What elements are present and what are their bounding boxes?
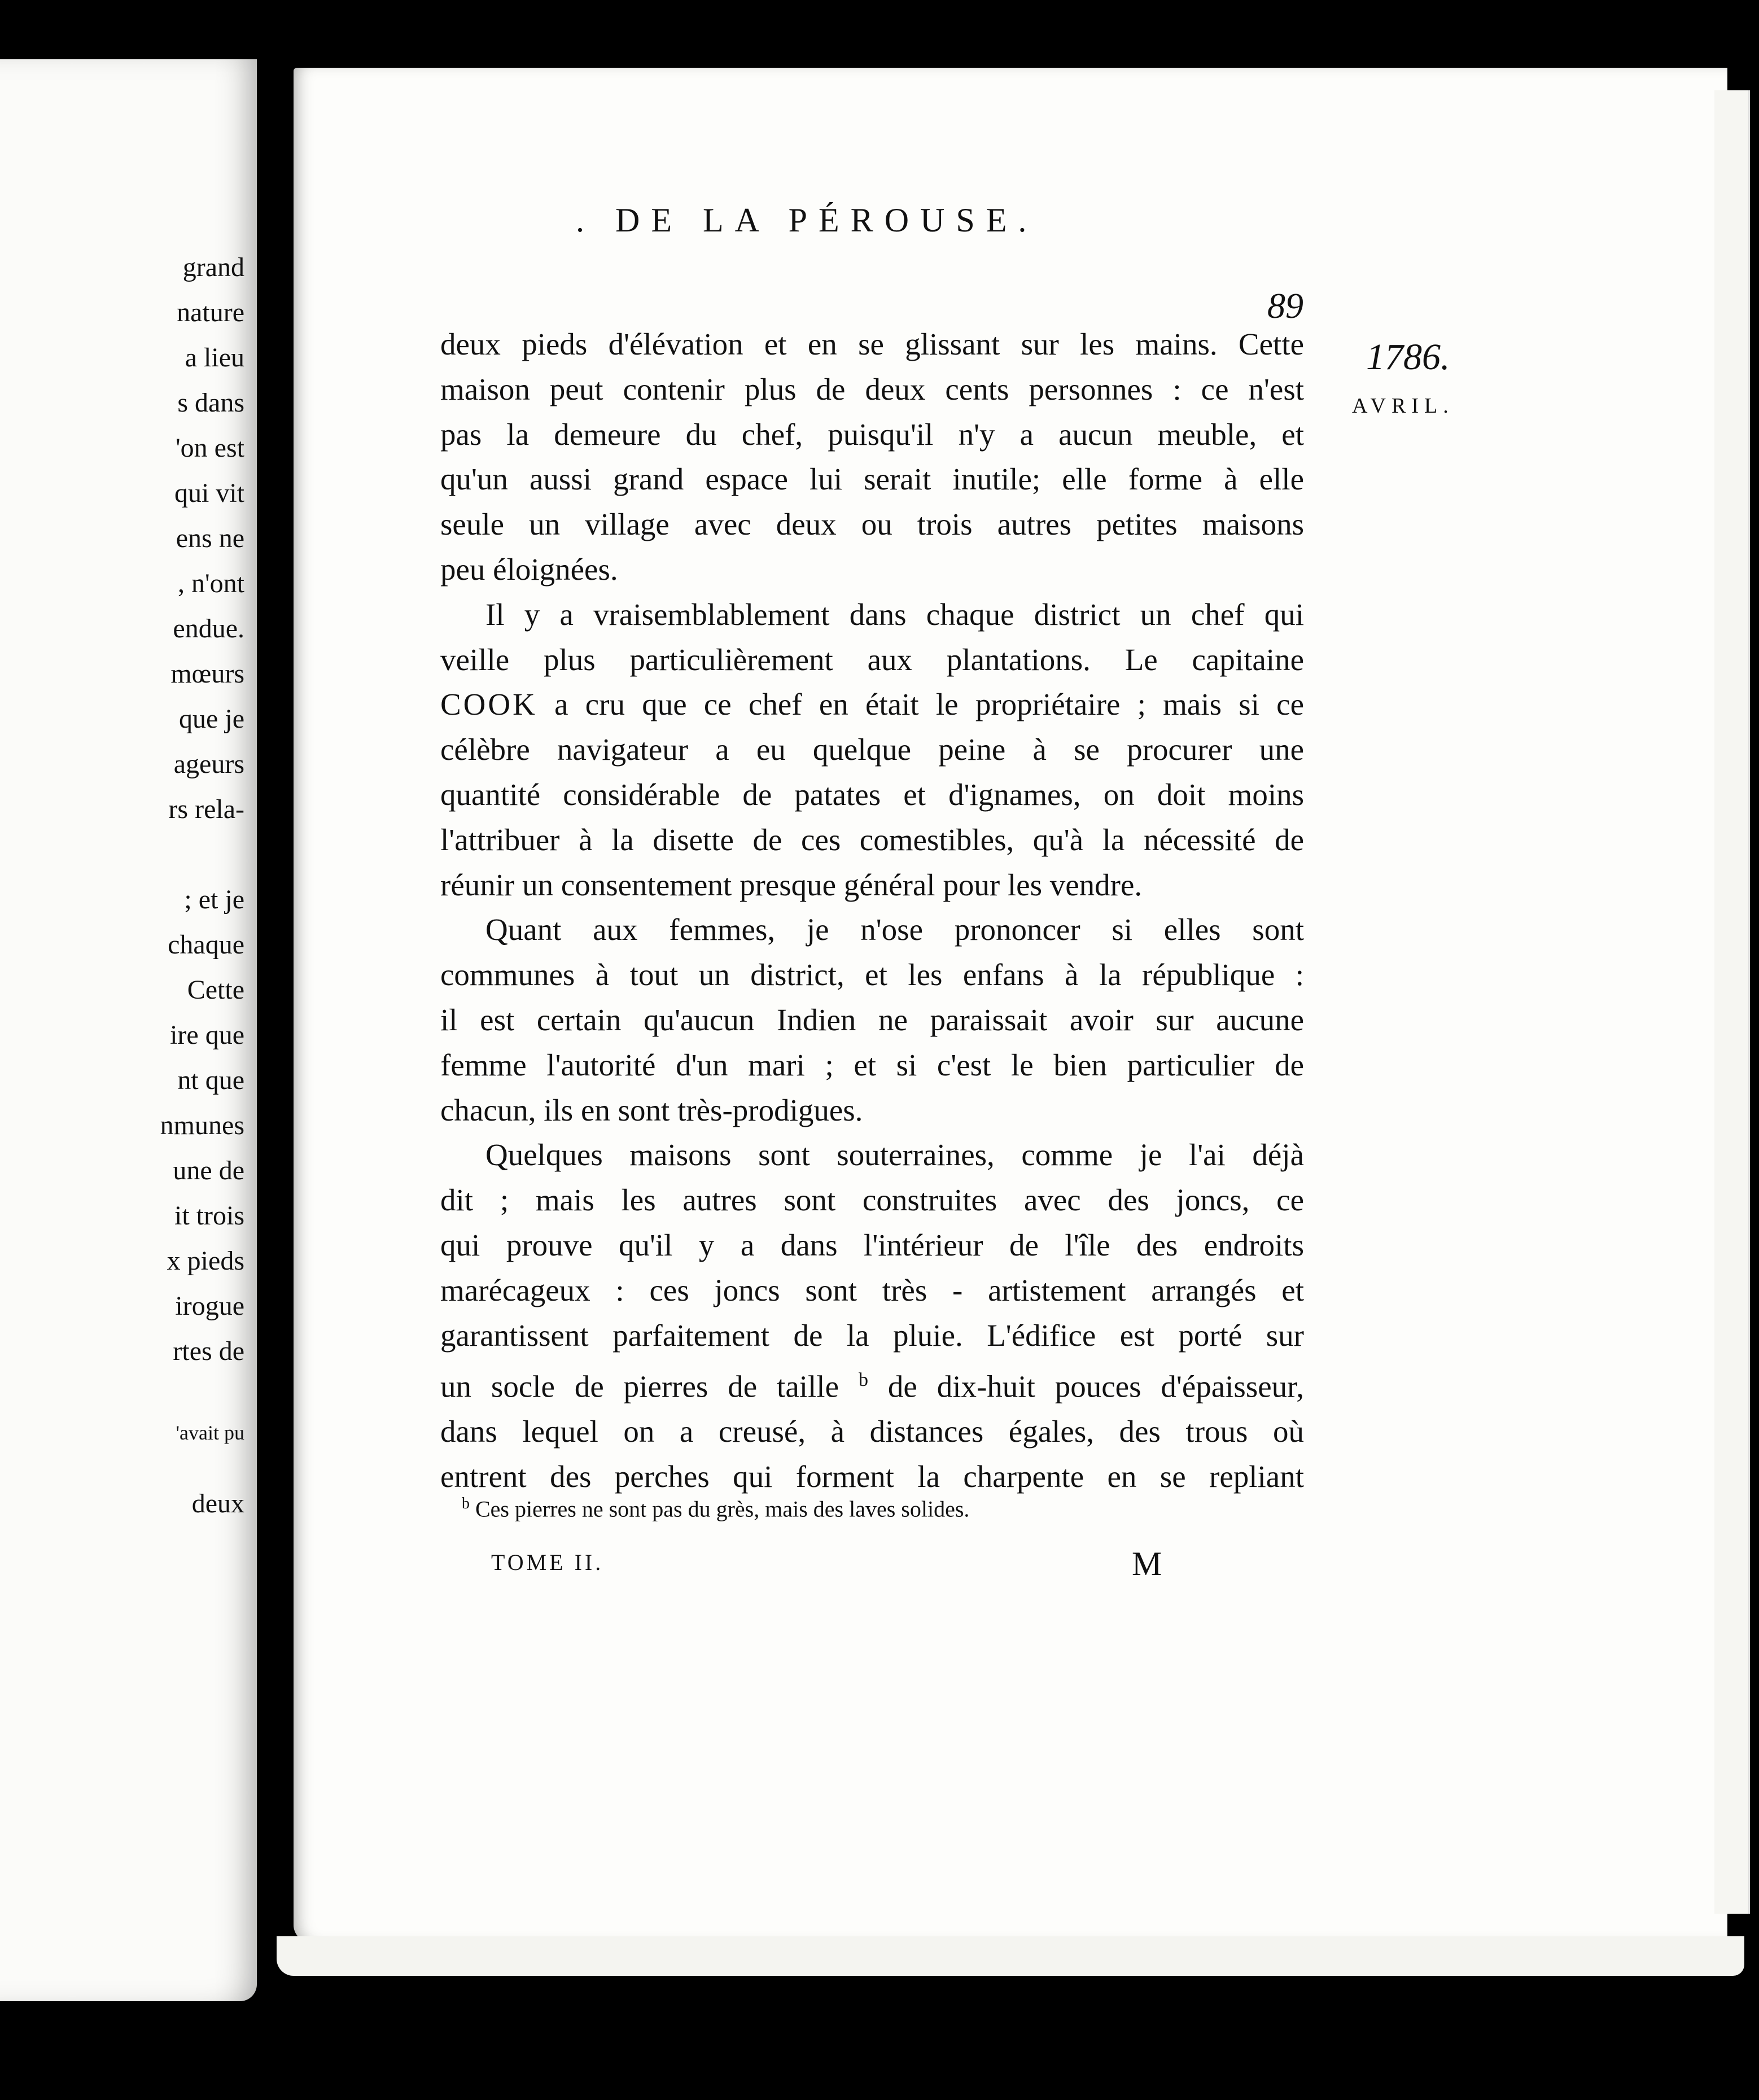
left-page-fragment: une de [173, 1156, 244, 1185]
text-line: Il y a vraisemblablement dans chaque district un chef qui [485, 597, 1304, 632]
left-page-fragment: rs rela- [168, 794, 244, 824]
text-line: célèbre navigateur a eu quelque peine à se procurer une [440, 732, 1304, 767]
person-name-cook: COOK [440, 687, 537, 722]
text-line: pas la demeure du chef, puisqu'il n'y a aucun meuble, et [440, 417, 1304, 452]
left-page-fragment: ; et je [184, 885, 244, 915]
text-line: dans lequel on a creusé, à distances égales, des trous où [440, 1414, 1304, 1449]
left-page-fragment: grand [182, 252, 244, 282]
left-page-fragment: x pieds [167, 1246, 244, 1276]
page-number: 89 [1267, 286, 1303, 326]
text-line: veille plus particulièrement aux plantations. Le capitaine [440, 642, 1304, 677]
text-line: Quelques maisons sont souterraines, comme je l'ai déjà [485, 1138, 1304, 1172]
body-text [440, 322, 1304, 1499]
text-line: deux pieds d'élévation et en se glissant sur les mains. Cette [440, 327, 1304, 361]
left-page-fragment: , n'ont [178, 568, 244, 598]
text-line: Quant aux femmes, je n'ose prononcer si elles sont [485, 912, 1304, 947]
left-page-fragment: chaque [168, 930, 244, 960]
footnote-marker: b [462, 1495, 470, 1512]
text-line: quantité considérable de patates et d'ignames, on doit moins [440, 777, 1304, 812]
left-page-fragment: nmunes [160, 1110, 244, 1140]
left-page-fragment: ageurs [173, 749, 244, 779]
volume-signature: TOME II. [491, 1550, 604, 1575]
text-line: femme l'autorité d'un mari ; et si c'est le bien particulier de [440, 1047, 1304, 1082]
left-page-fragment: nature [177, 298, 244, 327]
left-page-fragment: rtes de [173, 1336, 244, 1366]
left-page-fragment: Cette [187, 975, 244, 1005]
text-line: communes à tout un district, et les enfans à la république : [440, 957, 1304, 992]
left-page-fragment: mœurs [170, 659, 244, 689]
gathering-signature: M [1132, 1545, 1162, 1582]
left-page-fragment: que je [179, 704, 244, 734]
left-page-fragment: qui vit [174, 478, 244, 508]
left-page-fragment: ire que [170, 1020, 244, 1050]
left-page-fragment: 'avait pu [176, 1421, 244, 1444]
left-page-fragment: irogue [175, 1291, 244, 1321]
left-page-fragment: s dans [177, 388, 244, 418]
text-line: seule un village avec deux ou trois autres petites maisons [440, 507, 1304, 542]
left-page-fragment: a lieu [185, 343, 244, 373]
footnote [462, 1496, 969, 1520]
margin-month: AVRIL. [1352, 394, 1454, 418]
text-line: il est certain qu'aucun Indien ne paraissait avoir sur aucune [440, 1002, 1304, 1037]
left-page-fragment: ens ne [176, 523, 244, 553]
text-line: réunir un consentement presque général pour les vendre. [440, 867, 1143, 902]
text-line: peu éloignées. [440, 552, 618, 587]
text-line: garantissent parfaitement de la pluie. L'édifice est porté sur [440, 1318, 1304, 1353]
text-line: qu'un aussi grand espace lui serait inutile; elle forme à elle [440, 462, 1304, 497]
text-line: l'attribuer à la disette de ces comestibles, qu'à la nécessité de [440, 822, 1304, 857]
left-page-fragment: 'on est [176, 433, 244, 463]
text-line: marécageux : ces joncs sont très - artistement arrangés et [440, 1272, 1304, 1307]
text-line: un socle de pierres de taille $^b$ de dix-huit pouces d'épaisseur, [440, 1369, 1305, 1404]
margin-year: 1786. [1366, 336, 1450, 378]
left-page-fragment: it trois [174, 1201, 244, 1231]
text-line: entrent des perches qui forment la charpente en se repliant [440, 1459, 1304, 1494]
previous-page-fragment [0, 59, 257, 2001]
left-page-fragment: nt que [177, 1065, 244, 1095]
left-page-fragment: endue. [173, 614, 244, 644]
left-page-fragment: deux [191, 1489, 244, 1519]
text-line: qui prouve qu'il y a dans l'intérieur de l'île des endroits [440, 1227, 1304, 1262]
text-line: COOK a cru que ce chef en était le propriétaire ; mais si ce [440, 687, 1304, 722]
footnote-text: Ces pierres ne sont pas du grès, mais des laves solides. [475, 1496, 970, 1522]
running-head: . DE LA PÉROUSE. [576, 202, 1038, 239]
text-line: dit ; mais les autres sont construites avec des joncs, ce [440, 1183, 1304, 1218]
text-line: maison peut contenir plus de deux cents personnes : ce n'est [440, 371, 1304, 406]
footnote-reference: b [858, 1370, 868, 1391]
text-line: chacun, ils en sont très-prodigues. [440, 1092, 863, 1127]
